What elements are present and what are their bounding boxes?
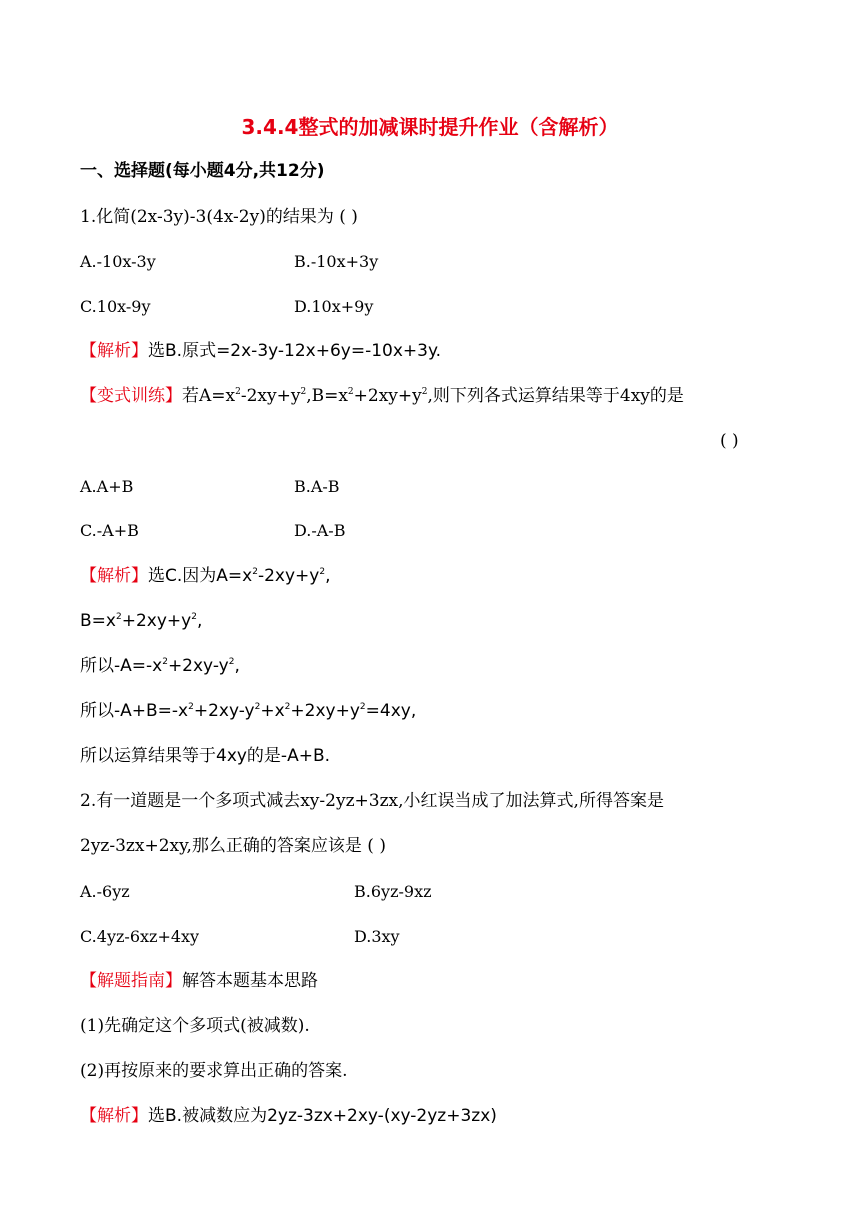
variant-option-b: B.A-B: [294, 477, 340, 496]
variant-analysis-line-2: $B=x^2+2xy+y^2$,: [80, 611, 203, 631]
q1-option-c: C.10x-9y: [80, 297, 151, 316]
guide-tag: 【解题指南】: [80, 971, 182, 991]
q2-guide: [80, 970, 318, 992]
variant-option-d: D.-A-B: [294, 521, 346, 540]
analysis-tag: 【解析】: [80, 1106, 148, 1126]
q1-analysis: [80, 340, 441, 362]
q2-option-b: B.6yz-9xz: [354, 882, 432, 901]
variant-tag: 【变式训练】: [80, 386, 182, 406]
question-2-stem-line-2: 2yz-3zx+2xy,那么正确的答案应该是 ( ): [80, 836, 386, 856]
variant-stem: 【变式训练】若$A=x^2-2xy+y^2,B=x^2+2xy+y^2$,则下列各式运算结果等于4xy的是: [80, 386, 684, 406]
variant-analysis-line-3: 所以$-A=-x^2+2xy-y^2$,: [80, 656, 240, 676]
question-2-stem-line-1: 2.有一道题是一个多项式减去xy-2yz+3zx,小红误当成了加法算式,所得答案是: [80, 791, 664, 811]
q1-option-b: B.-10x+3y: [294, 252, 379, 271]
q2-option-c: C.4yz-6xz+4xy: [80, 927, 200, 946]
q2-option-a: A.-6yz: [80, 882, 130, 901]
variant-analysis-line-5: 所以运算结果等于4xy的是-A+B.: [80, 746, 331, 766]
analysis-text: 选B.原式=2x-3y-12x+6y=-10x+3y.: [148, 341, 442, 361]
variant-option-a: A.A+B: [80, 477, 134, 496]
q2-step-2: (2)再按原来的要求算出正确的答案.: [80, 1061, 348, 1081]
analysis-tag: 【解析】: [80, 341, 148, 361]
question-1-stem: 1.化简(2x-3y)-3(4x-2y)的结果为 ( ): [80, 207, 358, 227]
q1-option-a: A.-10x-3y: [80, 252, 156, 271]
answer-parens: ( ): [720, 431, 739, 451]
q1-option-d: D.10x+9y: [294, 297, 374, 316]
analysis-text: 选B.被减数应为2yz-3zx+2xy-(xy-2yz+3zx): [148, 1106, 497, 1126]
section-heading: 一、选择题(每小题4分,共12分): [80, 161, 325, 181]
q2-option-d: D.3xy: [354, 927, 400, 946]
q2-step-1: (1)先确定这个多项式(被减数).: [80, 1016, 310, 1036]
q2-analysis: [80, 1105, 497, 1127]
variant-option-c: C.-A+B: [80, 521, 139, 540]
variant-analysis-line-1: 【解析】选C.因为$A=x^2-2xy+y^2$,: [80, 566, 331, 586]
variant-analysis-line-4: 所以$-A+B=-x^2+2xy-y^2+x^2+2xy+y^2=4xy$,: [80, 701, 417, 721]
page-title: 3.4.4整式的加减课时提升作业（含解析）: [241, 115, 619, 139]
guide-text: 解答本题基本思路: [182, 971, 318, 991]
